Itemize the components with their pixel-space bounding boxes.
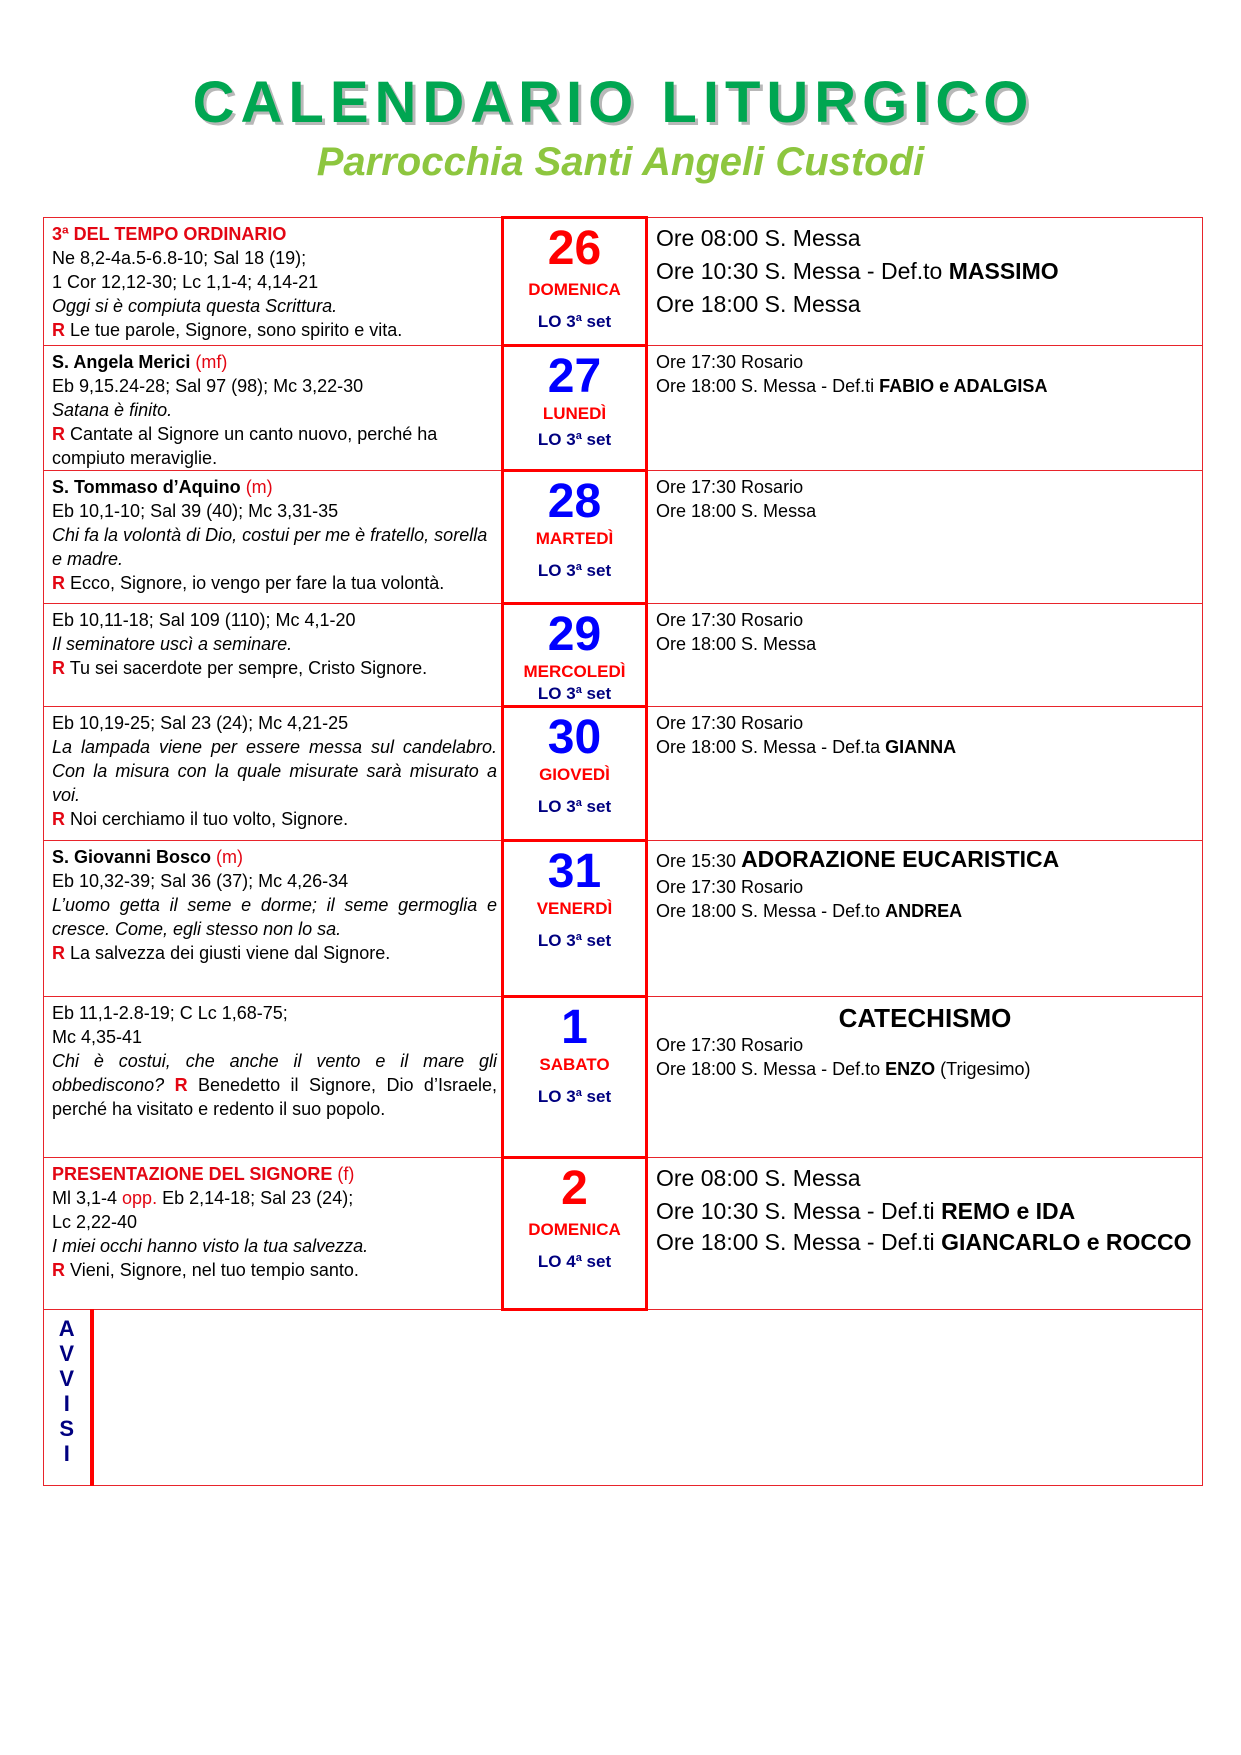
events-cell [647,471,1203,604]
reading-part: Ml 3,1-4 [52,1188,123,1208]
date-cell [503,997,647,1158]
rank: (mf) [195,352,228,372]
lo-week: LO 3 [537,561,576,580]
event: Ore 18:00 S. Messa [656,291,861,317]
day-row [44,841,1203,997]
avvisi-letter: A [58,1316,75,1341]
date-cell [503,1158,647,1310]
response-marker: R [52,809,65,829]
day-number: 30 [547,711,602,764]
day-row [44,604,1203,707]
response-marker: R [52,943,65,963]
events-cell [647,346,1203,471]
response-text: Vieni, Signore, nel tuo tempio santo. [70,1260,359,1280]
readings-line: Mc 4,35-41 [52,1027,143,1047]
saint-name: S. Tommaso d’Aquino [52,477,241,497]
event [656,1057,1194,1081]
response-marker: R [52,424,65,444]
saint-line [52,845,497,869]
day-row [44,1158,1203,1310]
event-text: Ore 18:00 S. Messa - Def.to [656,901,886,921]
antiphon: Il seminatore uscì a seminare. [52,634,293,654]
date-cell [503,604,647,707]
response-text: Tu sei sacerdote per sempre, Cristo Signore. [69,658,428,678]
event-text: Ore 10:30 S. Messa - Def.to [656,258,949,284]
day-number: 27 [547,350,602,403]
lo-suffix: set [581,931,612,950]
liturgy-of-hours [504,683,645,705]
readings-cell [44,707,503,841]
event [656,374,1194,398]
day-name: SABATO [539,1055,610,1074]
events-cell [647,604,1203,707]
response [52,571,497,595]
saint-line [52,475,497,499]
day-number: 28 [547,475,602,528]
readings-cell [44,1158,503,1310]
event-text: Ore 18:00 S. Messa - Def.ti [656,1229,942,1255]
date-cell [503,218,647,346]
antiphon: Oggi si è compiuta questa Scrittura. [52,296,338,316]
lo-sup: a [575,1252,582,1264]
antiphon: Satana è finito. [52,400,173,420]
response-marker: R [52,320,65,340]
lo-suffix: set [581,1252,612,1271]
events-cell [647,997,1203,1158]
avvisi-letter: V [59,1341,75,1366]
lo-week: LO 3 [537,430,576,449]
readings-line: Eb 10,11-18; Sal 109 (110); Mc 4,1-20 [52,610,356,630]
response-text: La salvezza dei giusti viene dal Signore. [70,943,391,963]
day-name: MERCOLEDÌ [523,662,626,681]
readings-cell [44,997,503,1158]
lo-sup: a [575,312,582,324]
day-number: 31 [547,845,602,898]
readings-cell [44,346,503,471]
event-name: GIANCARLO e ROCCO [941,1229,1192,1255]
lo-week: LO 3 [537,684,576,703]
event: Ore 17:30 Rosario [656,610,804,630]
event-text: Ore 15:30 [656,851,742,871]
response-marker: R [52,573,65,593]
readings-line: Lc 2,22-40 [52,1212,138,1232]
avvisi-letter: I [63,1391,70,1416]
day-row [44,997,1203,1158]
readings-line [52,1186,497,1210]
event-name: REMO e IDA [941,1198,1076,1224]
lo-week: LO 4 [537,1252,576,1271]
event [656,735,1194,759]
antiphon: La lampada viene per essere messa sul candelabro. Con la misura con la quale misurate sarà misurato a voi. [52,737,497,805]
event [656,899,1194,923]
events-cell [647,218,1203,346]
lo-suffix: set [581,430,612,449]
lo-suffix: set [581,1087,612,1106]
rank: (m) [245,477,273,497]
day-row [44,471,1203,604]
response-text: Noi cerchiamo il tuo volto, Signore. [70,809,349,829]
avvisi-letter: V [59,1366,75,1391]
liturgy-of-hours [504,796,645,818]
event: Ore 17:30 Rosario [656,877,804,897]
lo-week: LO 3 [537,1087,576,1106]
antiphon: I miei occhi hanno visto la tua salvezza. [52,1236,369,1256]
readings-line: Eb 10,32-39; Sal 36 (37); Mc 4,26-34 [52,871,349,891]
day-name: DOMENICA [528,280,621,299]
event-name: GIANNA [885,737,957,757]
avvisi-row [44,1310,1203,1486]
event: Ore 18:00 S. Messa [656,501,817,521]
events-cell [647,707,1203,841]
liturgy-of-hours [504,429,645,451]
event-text: Ore 18:00 S. Messa - Def.ta [656,737,886,757]
feast-title: 3ª DEL TEMPO ORDINARIO [52,224,287,244]
day-number: 26 [547,222,602,275]
response [52,318,497,342]
avvisi-letter: I [63,1441,70,1466]
lo-sup: a [575,797,582,809]
event: Ore 17:30 Rosario [656,477,804,497]
response [52,656,497,680]
date-cell [503,346,647,471]
readings-line: 1 Cor 12,12-30; Lc 1,1-4; 4,14-21 [52,272,319,292]
events-cell [647,841,1203,997]
response [52,941,497,965]
lo-week: LO 3 [537,797,576,816]
response-text: Ecco, Signore, io vengo per fare la tua volontà. [70,573,445,593]
page-title: CALENDARIO LITURGICO [192,70,1035,135]
event: Ore 08:00 S. Messa [656,225,861,251]
lo-week: LO 3 [537,931,576,950]
event: Ore 18:00 S. Messa [656,634,817,654]
catechism-heading: CATECHISMO [838,1003,1012,1033]
readings-cell [44,218,503,346]
event: Ore 08:00 S. Messa [656,1165,861,1191]
liturgy-of-hours [504,1086,645,1108]
avvisi-letter: S [59,1416,75,1441]
avvisi-content [92,1310,1203,1486]
event-name: ANDREA [885,901,963,921]
event: Ore 17:30 Rosario [656,713,804,733]
event [656,1195,1194,1228]
day-number: 29 [547,608,602,661]
liturgy-of-hours [504,560,645,582]
date-cell [503,841,647,997]
lo-sup: a [575,931,582,943]
response-marker: R [52,658,65,678]
feast-title: PRESENTAZIONE DEL SIGNORE [52,1164,333,1184]
calendar-table [43,216,1203,1486]
date-cell [503,707,647,841]
readings-cell [44,841,503,997]
event-text: Ore 18:00 S. Messa - Def.ti [656,376,880,396]
antiphon: Chi è costui, che anche il vento e il mare gli obbediscono? [52,1051,497,1095]
response-marker: R [52,1260,65,1280]
lo-suffix: set [581,684,612,703]
day-number: 2 [561,1162,588,1215]
event: Ore 17:30 Rosario [656,352,804,372]
event [656,1228,1194,1256]
event-text: Ore 18:00 S. Messa - Def.to [656,1059,886,1079]
antiphon-response [52,1049,497,1121]
saint-name: S. Angela Merici [52,352,191,372]
feast-line [52,1162,497,1186]
day-name: VENERDÌ [536,899,613,918]
readings-line: Ne 8,2-4a.5-6.8-10; Sal 18 (19); [52,248,307,268]
response [52,807,497,831]
event-name: MASSIMO [948,258,1059,284]
event-name: ADORAZIONE EUCARISTICA [741,846,1060,872]
response-text: Benedetto il Signore, Dio d’Israele, perché ha visitato e redento il suo popolo. [52,1075,497,1119]
day-name: DOMENICA [528,1220,621,1239]
readings-line: Eb 9,15.24-28; Sal 97 (98); Mc 3,22-30 [52,376,364,396]
reading-alt-marker: opp. [122,1188,158,1208]
readings-line: Eb 11,1-2.8-19; C Lc 1,68-75; [52,1003,288,1023]
rank: (f) [337,1164,355,1184]
day-row [44,707,1203,841]
antiphon: Chi fa la volontà di Dio, costui per me è fratello, sorella e madre. [52,525,488,569]
readings-line: Eb 10,19-25; Sal 23 (24); Mc 4,21-25 [52,713,349,733]
event [656,255,1194,288]
lo-suffix: set [581,312,612,331]
avvisi-label [44,1310,92,1486]
saint-name: S. Giovanni Bosco [52,847,212,867]
response [52,422,497,470]
liturgy-of-hours [504,930,645,952]
readings-cell [44,471,503,604]
event: Ore 17:30 Rosario [656,1035,804,1055]
day-name: LUNEDÌ [542,404,607,423]
lo-sup: a [575,430,582,442]
lo-sup: a [575,684,582,696]
date-cell [503,471,647,604]
day-number: 1 [561,1001,588,1054]
response-marker: R [174,1075,188,1095]
lo-sup: a [575,561,582,573]
page-header [0,70,1241,186]
lo-week: LO 3 [537,312,576,331]
antiphon: L’uomo getta il seme e dorme; il seme germoglia e cresce. Come, egli stesso non lo sa. [52,895,497,939]
lo-sup: a [575,1087,582,1099]
lo-suffix: set [581,561,612,580]
day-name: MARTEDÌ [535,529,614,548]
response [52,1258,497,1282]
readings-line: Eb 10,1-10; Sal 39 (40); Mc 3,31-35 [52,501,339,521]
day-row [44,218,1203,346]
parish-name: Parrocchia Santi Angeli Custodi [316,140,925,184]
events-cell [647,1158,1203,1310]
liturgy-of-hours [504,311,645,333]
liturgy-of-hours [504,1251,645,1273]
lo-suffix: set [581,797,612,816]
day-row [44,346,1203,471]
response-text: Le tue parole, Signore, sono spirito e vita. [70,320,403,340]
rank: (m) [216,847,244,867]
event-note: (Trigesimo) [935,1059,1031,1079]
event-name: FABIO e ADALGISA [879,376,1048,396]
day-name: GIOVEDÌ [539,765,610,784]
event-name: ENZO [885,1059,936,1079]
readings-cell [44,604,503,707]
reading-part: Eb 2,14-18; Sal 23 (24); [157,1188,354,1208]
response-text: Cantate al Signore un canto nuovo, perché ha compiuto meraviglie. [52,424,438,468]
event [656,845,1194,875]
event-text: Ore 10:30 S. Messa - Def.ti [656,1198,942,1224]
saint-line [52,350,497,374]
